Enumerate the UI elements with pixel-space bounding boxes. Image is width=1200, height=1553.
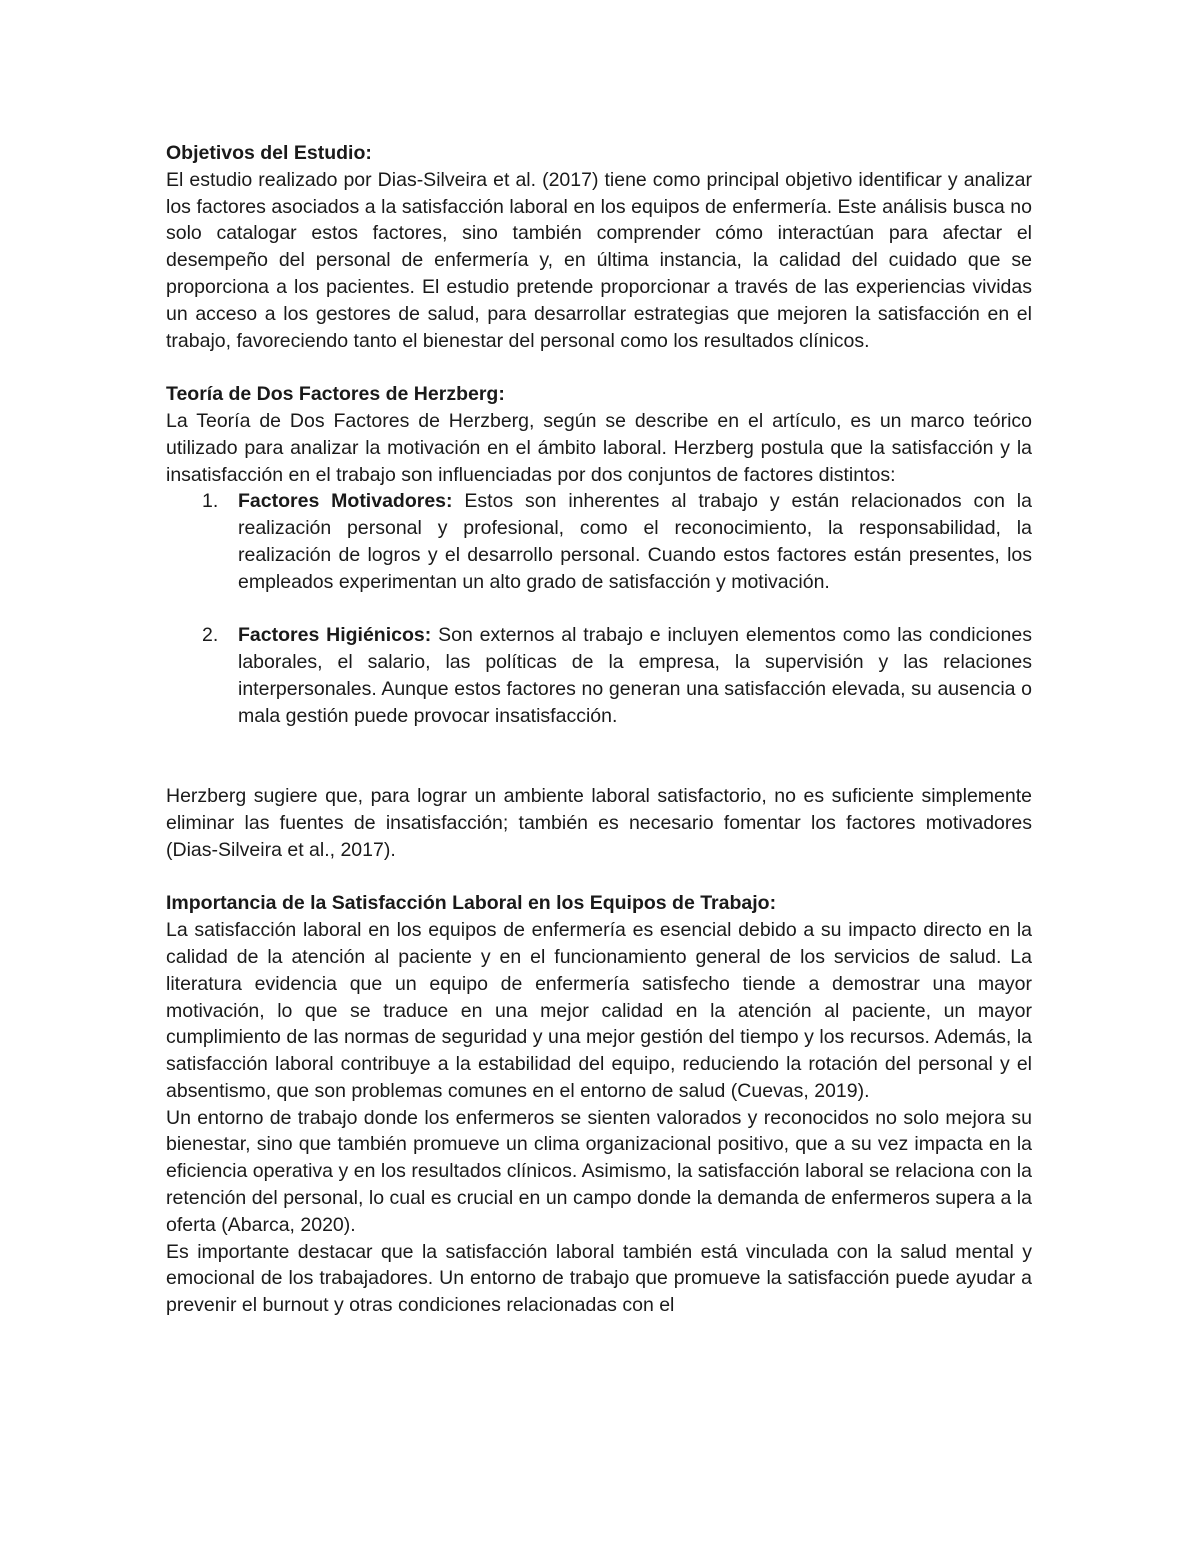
spacer — [166, 354, 1032, 381]
list-item-higienicos — [166, 622, 1032, 729]
list-item-text: Son externos al trabajo e incluyen elementos como las condiciones laborales, el salario, las políticas de la empresa, la supervisión y las relaciones interpersonales. Aunque estos factores no generan una satisfacción elevada, su ausencia o mala gestión puede provocar insatisfacción. — [238, 624, 1032, 727]
spacer — [166, 596, 1032, 623]
paragraph-importancia-2: Un entorno de trabajo donde los enfermeros se sienten valorados y reconocidos no solo mejora su bienestar, sino que también promueve un clima organizacional positivo, que a su vez impacta en la eficiencia operativa y en los resultados clínicos. Asimismo, la satisfacción laboral se relaciona con la retención del personal, lo cual es crucial en un campo donde la demanda de enfermeros supera a la oferta (Abarca, 2020). — [166, 1106, 1032, 1236]
paragraph-herzberg-conclusion: Herzberg sugiere que, para lograr un ambiente laboral satisfactorio, no es suficiente simplemente eliminar las fuentes de insatisfacción; también es necesario fomentar los factores motivadores (Dias-Silveira et al., 2017). — [166, 785, 1032, 861]
list-item-motivadores — [166, 488, 1032, 595]
section-heading-herzberg: Teoría de Dos Factores de Herzberg: — [166, 383, 505, 406]
paragraph-objetivos: El estudio realizado por Dias-Silveira et al. (2017) tiene como principal objetivo identificar y analizar los factores asociados a la satisfacción laboral en los equipos de enfermería. Este análisis busca no solo catalogar estos factores, sino también comprender cómo interactúan para afectar el desempeño del personal de enfermería y, en última instancia, la calidad del cuidado que se proporciona a los pacientes. El estudio pretende proporcionar a través de las experiencias vividas un acceso a los gestores de salud, para desarrollar estrategias que mejoren la satisfacción en el trabajo, favoreciendo tanto el bienestar del personal como los resultados clínicos. — [166, 168, 1032, 352]
list-item-text: Estos son inherentes al trabajo y están relacionados con la realización personal y profesional, como el reconocimiento, la responsabilidad, la realización de logros y el desarrollo personal. Cuando estos factores están presentes, los empleados experimentan un alto grado de satisfacción y motivación. — [238, 490, 1032, 593]
list-number: 1. — [202, 490, 219, 513]
spacer — [166, 730, 1032, 784]
section-heading-importancia: Importancia de la Satisfacción Laboral en los Equipos de Trabajo: — [166, 892, 777, 915]
section-heading-objetivos: Objetivos del Estudio: — [166, 142, 372, 164]
paragraph-importancia-3: Es importante destacar que la satisfacción laboral también está vinculada con la salud mental y emocional de los trabajadores. Un entorno de trabajo que promueve la satisfacción puede ayudar a prevenir el burnout y otras condiciones relacionadas con el — [166, 1240, 1032, 1317]
list-item-title: Factores Higiénicos: — [238, 624, 439, 647]
paragraph-importancia-1: La satisfacción laboral en los equipos de enfermería es esencial debido a su impacto directo en la calidad de la atención al paciente y en el funcionamiento general de los servicios de salud. La literatura evidencia que un equipo de enfermería satisfecho tiende a demostrar una mayor motivación, lo que se traduce en una mejor calidad en la atención al paciente, un mayor cumplimiento de las normas de seguridad y una mejor gestión del tiempo y los recursos. Además, la satisfacción laboral contribuye a la estabilidad del equipo, reduciendo la rotación del personal y el absentismo, que son problemas comunes en el entorno de salud (Cuevas, 2019). — [166, 919, 1032, 1102]
list-number: 2. — [202, 624, 219, 647]
spacer — [166, 864, 1032, 891]
document-page — [166, 140, 1032, 1319]
paragraph-herzberg-intro: La Teoría de Dos Factores de Herzberg, según se describe en el artículo, es un marco teórico utilizado para analizar la motivación en el ámbito laboral. Herzberg postula que la satisfacción y la insatisfacción en el trabajo son influenciadas por dos conjuntos de factores distintos: — [166, 409, 1032, 486]
factors-list — [166, 488, 1032, 729]
list-item-title: Factores Motivadores: — [238, 490, 465, 513]
